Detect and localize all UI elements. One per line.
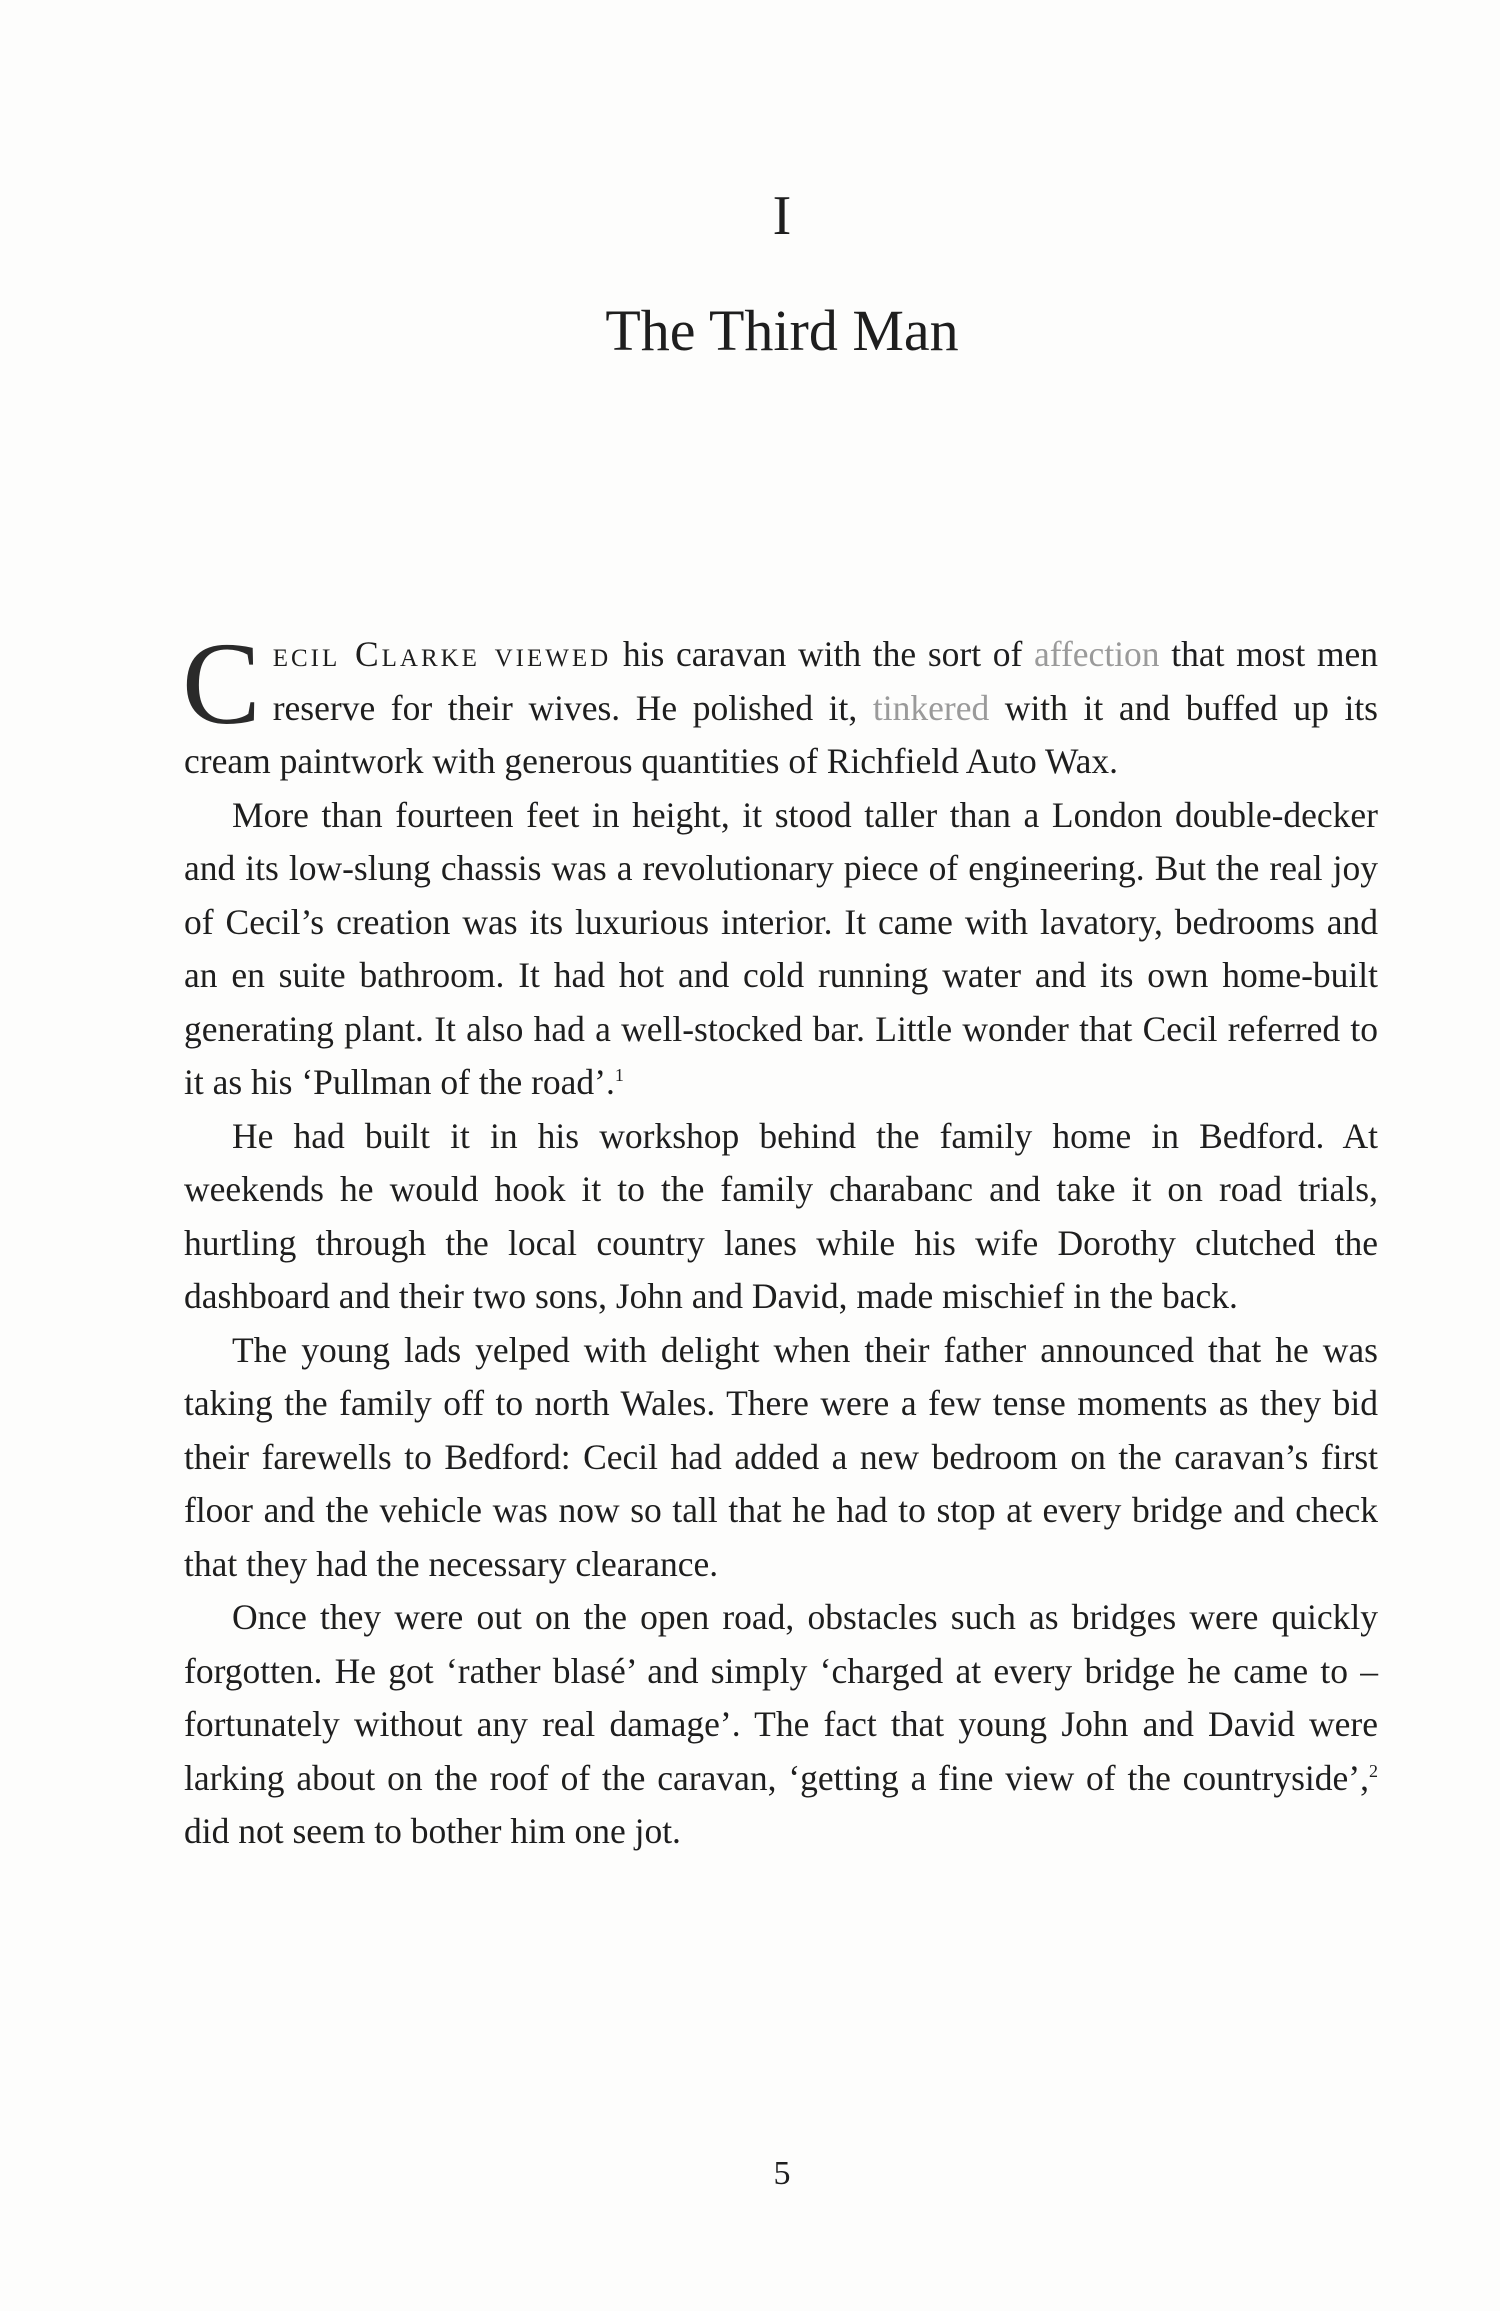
paragraph-5-text-b: did not seem to bother him one jot. [184, 1811, 681, 1851]
footnote-ref-2[interactable]: 2 [1369, 1760, 1378, 1781]
paragraph-2 [184, 789, 1378, 1110]
chapter-number: I [772, 185, 792, 247]
footnote-ref-1[interactable]: 1 [614, 1065, 624, 1086]
chapter-body [182, 618, 1378, 1859]
paragraph-1 [182, 618, 1378, 789]
chapter-title: The Third Man [605, 298, 959, 363]
paragraph-1-text-b: that most men reserve for their wives. He polished it, [272, 634, 1378, 728]
paragraph-2-text: More than fourteen feet in height, it stood taller than a London double-decker and its low-slung chassis was a revolutionary piece of engineering. But the real joy of Cecil’s creation was its luxurious interior. It came with lavatory, bedrooms and an en suite bathroom. It had hot and cold running water and its own home-built generating plant. It also had a well-stocked bar. Little wonder that Cecil referred to it as his ‘Pullman of the road’. [184, 794, 1378, 1102]
paragraph-1-text-c: with it and buffed up its cream paintwork with generous quantities of Richfield Auto Wax. [184, 687, 1378, 781]
opening-small-caps: ecil Clarke viewed [272, 634, 612, 674]
paragraph-5 [184, 1591, 1378, 1859]
paragraph-1-text-a: his caravan with the sort of [611, 634, 1035, 674]
paragraph-3-text: He had built it in his workshop behind the family home in Bedford. At weekends he would hook it to the family charabanc and take it on road trials, hurtling through the local country lanes while his wife Dorothy clutched the dashboard and their two sons, John and David, made mischief in the back. [184, 1115, 1378, 1316]
page-number: 5 [773, 2155, 791, 2192]
paragraph-5-text-a: Once they were out on the open road, obstacles such as bridges were quickly forgotten. He got ‘rather blasé’ and simply ‘charged at every bridge he came to – fortunately without any real damage’. The fact that young John and David were larking about on the roof of the caravan, ‘getting a fine view of the countryside’, [184, 1597, 1378, 1798]
paragraph-4-text: The young lads yelped with delight when their father announced that he was taking the family off to north Wales. There were a few tense moments as they bid their farewells to Bedford: Cecil had added a new bedroom on the caravan’s first floor and the vehicle was now so tall that he had to stop at every bridge and check that they had the necessary clearance. [184, 1329, 1378, 1584]
paragraph-1-faint-word-1: affection [1034, 634, 1160, 674]
paragraph-1-faint-word-2: tinkered [872, 687, 990, 728]
paragraph-3 [184, 1110, 1378, 1324]
drop-cap: C [182, 618, 261, 749]
paragraph-4 [184, 1324, 1378, 1592]
